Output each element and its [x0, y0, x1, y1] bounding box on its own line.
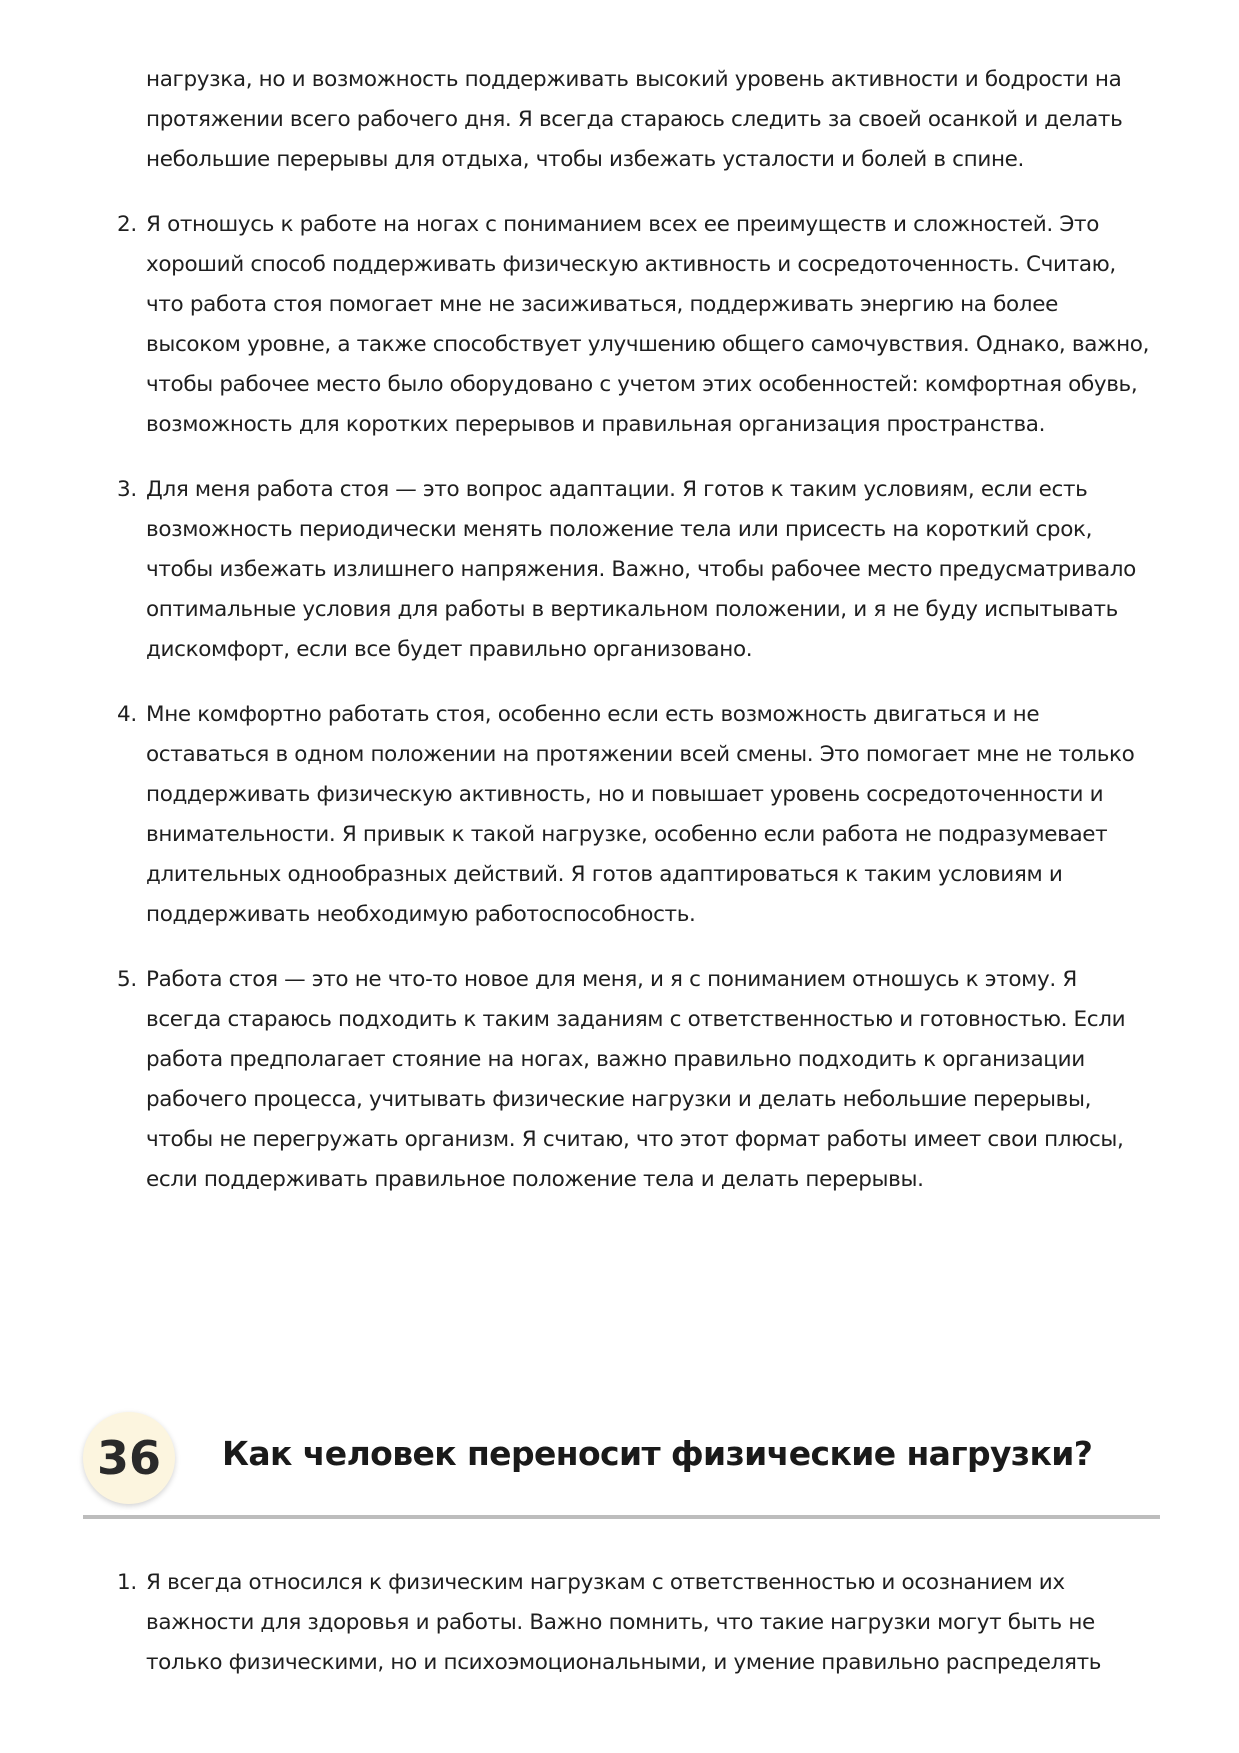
answer-item	[146, 60, 1156, 180]
answer-text: Я всегда относился к физическим нагрузкам с ответственностью и осознанием их важности для здоровья и работы. Важно помнить, что такие нагрузки могут быть не только физическими, но и психоэмоциональными, и умение правильно распределять	[146, 1570, 1102, 1675]
answer-item	[117, 960, 1156, 1200]
answer-item	[117, 470, 1156, 670]
answer-number: 1.	[117, 1570, 137, 1595]
answer-number: 2.	[117, 212, 137, 237]
answer-text: нагрузка, но и возможность поддерживать высокий уровень активности и бодрости на протяжении всего рабочего дня. Я всегда стараюсь следить за своей осанкой и делать небольшие перерывы для отдыха, чтобы избежать усталости и болей в спине.	[146, 67, 1123, 172]
answer-number: 3.	[117, 477, 137, 502]
question-header	[83, 1404, 1160, 1522]
question-number-badge: 36	[83, 1412, 175, 1504]
answer-list-previous	[117, 60, 1156, 1225]
answer-text: Я отношусь к работе на ногах с пониманием всех ее преимуществ и сложностей. Это хороший способ поддерживать физическую активность и сосредоточенность. Считаю, что работа стоя помогает мне не засиживаться, поддерживать энергию на более высоком уровне, а также способствует улучшению общего самочувствия. Однако, важно, чтобы рабочее место было оборудовано с учетом этих особенностей: комфортная обувь, возможность для коротких перерывов и правильная организация пространства.	[146, 212, 1150, 437]
answer-item	[117, 695, 1156, 935]
answer-text: Работа стоя — это не что-то новое для меня, и я с пониманием отношусь к этому. Я всегда стараюсь подходить к таким заданиям с ответственностью и готовностью. Если работа предполагает стояние на ногах, важно правильно подходить к организации рабочего процесса, учитывать физические нагрузки и делать небольшие перерывы, чтобы не перегружать организм. Я считаю, что этот формат работы имеет свои плюсы, если поддерживать правильное положение тела и делать перерывы.	[146, 967, 1126, 1192]
answer-item	[117, 1563, 1156, 1683]
answer-number: 5.	[117, 967, 137, 992]
answer-text: Для меня работа стоя — это вопрос адаптации. Я готов к таким условиям, если есть возможность периодически менять положение тела или присесть на короткий срок, чтобы избежать излишнего напряжения. Важно, чтобы рабочее место предусматривало оптимальные условия для работы в вертикальном положении, и я не буду испытывать дискомфорт, если все будет правильно организовано.	[146, 477, 1136, 662]
answer-text: Мне комфортно работать стоя, особенно если есть возможность двигаться и не оставаться в одном положении на протяжении всей смены. Это помогает мне не только поддерживать физическую активность, но и повышает уровень сосредоточенности и внимательности. Я привык к такой нагрузке, особенно если работа не подразумевает длительных однообразных действий. Я готов адаптироваться к таким условиям и поддерживать необходимую работоспособность.	[146, 702, 1135, 927]
header-divider	[83, 1515, 1160, 1519]
answer-item	[117, 205, 1156, 445]
question-title: Как человек переносит физические нагрузки?	[222, 1434, 1093, 1473]
answer-number: 4.	[117, 702, 137, 727]
answer-list-current	[117, 1563, 1156, 1708]
